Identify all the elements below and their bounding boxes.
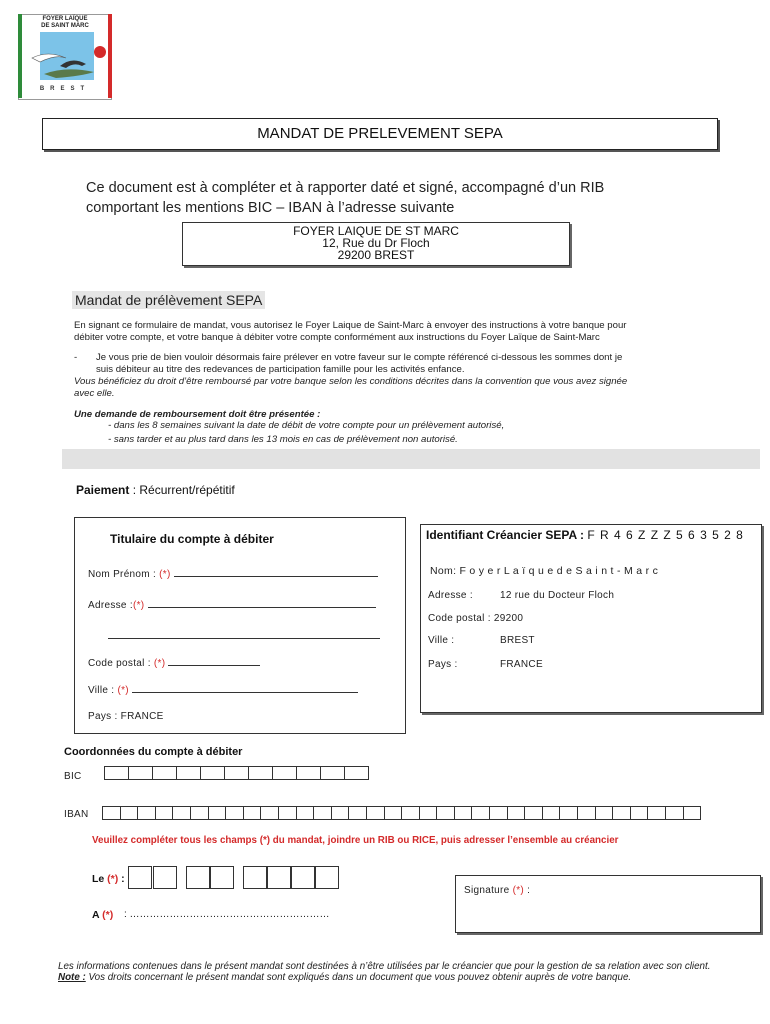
creditor-id-label: Identifiant Créancier SEPA : — [426, 528, 588, 542]
char-cell[interactable] — [296, 806, 315, 820]
char-cell[interactable] — [630, 806, 649, 820]
mandate-paragraph-line2: débiter votre compte, et votre banque à débiter votre compte conformément aux instructions du Foyer Laïque de Saint-Marc — [74, 331, 600, 343]
char-cell[interactable] — [152, 766, 177, 780]
holder-address-row — [88, 600, 376, 611]
holder-name-row — [88, 569, 378, 580]
footer-note-label: Note : — [58, 972, 86, 983]
payment-type-label: Paiement — [76, 483, 130, 497]
date-row-label — [92, 873, 125, 885]
holder-name-label: Nom Prénom : — [88, 569, 160, 580]
creditor-city-label: Ville : — [428, 635, 455, 646]
creditor-id-row — [426, 528, 744, 542]
refund-title: Une demande de remboursement doit être présentée : — [74, 409, 321, 420]
holder-country: Pays : FRANCE — [88, 711, 164, 722]
place-row-label — [92, 909, 113, 921]
creditor-country-value: FRANCE — [500, 659, 543, 670]
bic-label: BIC — [64, 771, 82, 782]
holder-postcode-row — [88, 658, 260, 669]
char-cell[interactable] — [320, 766, 345, 780]
section-title: Mandat de prélèvement SEPA — [72, 291, 265, 309]
footer-note-text: Vos droits concernant le présent mandat sont expliqués dans un document que vous pouvez obtenir auprès de votre banque. — [85, 972, 632, 983]
signature-label-row — [464, 885, 530, 896]
char-cell[interactable] — [190, 806, 209, 820]
char-cell[interactable] — [647, 806, 666, 820]
debit-paragraph-line1: Je vous prie de bien vouloir désormais faire prélever en votre faveur sur le compte référencé ci-dessous les sommes dont je — [96, 352, 623, 363]
signature-colon: : — [524, 885, 531, 896]
char-cell[interactable] — [612, 806, 631, 820]
footer-note — [58, 972, 758, 983]
account-holder-box — [74, 517, 406, 734]
creditor-name: Nom: F o y e r L a ï q u e d e S a i n t - M a r c — [430, 565, 659, 577]
date-year-digit-4[interactable] — [315, 866, 339, 889]
holder-city-field[interactable] — [132, 692, 358, 693]
holder-address-field[interactable] — [148, 607, 376, 608]
char-cell[interactable] — [260, 806, 279, 820]
char-cell[interactable] — [471, 806, 490, 820]
page-title: MANDAT DE PRELEVEMENT SEPA — [257, 125, 503, 142]
address-line3: 29200 BREST — [337, 248, 415, 262]
char-cell[interactable] — [278, 806, 297, 820]
payment-type — [76, 483, 235, 497]
logo-title-line1: FOYER LAÏQUE — [42, 16, 88, 22]
logo-green-stripe — [18, 14, 22, 98]
char-cell[interactable] — [683, 806, 702, 820]
refund-bullet-2: - sans tarder et au plus tard dans les 13 mois en cas de prélèvement non autorisé. — [108, 434, 458, 445]
date-day-digit-2[interactable] — [153, 866, 177, 889]
char-cell[interactable] — [208, 806, 227, 820]
char-cell[interactable] — [384, 806, 403, 820]
char-cell[interactable] — [224, 766, 249, 780]
date-month-digit-1[interactable] — [186, 866, 210, 889]
char-cell[interactable] — [559, 806, 578, 820]
holder-address-label: Adresse : — [88, 600, 133, 611]
mandate-paragraph — [74, 320, 692, 343]
logo-gull-icon — [26, 36, 110, 86]
char-cell[interactable] — [120, 806, 139, 820]
address-line1: FOYER LAIQUE DE ST MARC — [293, 224, 459, 238]
refund-bullet-1: - dans les 8 semaines suivant la date de débit de votre compte pour un prélèvement autorisé, — [108, 420, 505, 431]
char-cell[interactable] — [401, 806, 420, 820]
holder-city-row — [88, 685, 358, 696]
logo-title-line2: DE SAINT MARC — [41, 23, 89, 29]
date-day-digit-1[interactable] — [128, 866, 152, 889]
char-cell[interactable] — [524, 806, 543, 820]
creditor-postcode: Code postal : 29200 — [428, 613, 524, 624]
refund-right-line2: avec elle. — [74, 387, 115, 399]
char-cell[interactable] — [366, 806, 385, 820]
date-colon: : — [118, 873, 125, 885]
holder-address-field-2[interactable] — [108, 638, 380, 639]
intro-line1: Ce document est à compléter et à rapporter daté et signé, accompagné d’un RIB — [86, 180, 605, 196]
creditor-address-label: Adresse : — [428, 590, 473, 601]
required-marker: (*) — [117, 685, 129, 696]
debit-paragraph-line2: suis débiteur au titre des redevances de participation famille pour les activités enfance. — [96, 363, 465, 375]
char-cell[interactable] — [225, 806, 244, 820]
required-marker: (*) — [153, 658, 166, 669]
char-cell[interactable] — [243, 806, 262, 820]
char-cell[interactable] — [313, 806, 332, 820]
required-fields-notice: Veuillez compléter tous les champs (*) du mandat, joindre un RIB ou RICE, puis adresser l’ensemble au créancier — [92, 835, 619, 846]
char-cell[interactable] — [348, 806, 367, 820]
creditor-address-value: 12 rue du Docteur Floch — [500, 590, 615, 601]
payment-type-value: : Récurrent/répétitif — [129, 483, 235, 497]
logo-title — [26, 16, 104, 30]
address-line2: 12, Rue du Dr Floch — [322, 236, 430, 250]
date-month-digit-2[interactable] — [210, 866, 234, 889]
place-label: A — [92, 909, 103, 921]
required-marker: (*) — [132, 600, 145, 611]
char-cell[interactable] — [102, 806, 121, 820]
char-cell[interactable] — [137, 806, 156, 820]
logo-city: BREST — [39, 86, 91, 92]
iban-input[interactable] — [102, 806, 700, 820]
intro-text — [86, 178, 686, 218]
date-label: Le — [92, 873, 108, 885]
intro-line2: comportant les mentions BIC – IBAN à l’adresse suivante — [86, 200, 455, 216]
date-year-digit-2[interactable] — [267, 866, 291, 889]
signature-label: Signature — [464, 885, 513, 896]
char-cell[interactable] — [248, 766, 273, 780]
footer-privacy-text: Les informations contenues dans le présent mandat sont destinées à n’être utilisées par le créancier que pour la gestion de sa relation avec son client. — [58, 961, 711, 972]
char-cell[interactable] — [344, 766, 369, 780]
list-dash: - — [74, 352, 78, 363]
holder-postcode-field[interactable] — [168, 665, 260, 666]
char-cell[interactable] — [200, 766, 225, 780]
mandate-paragraph-line1: En signant ce formulaire de mandat, vous autorisez le Foyer Laique de Saint-Marc à envoyer des instructions à votre banque pour — [74, 320, 627, 331]
date-year-digit-3[interactable] — [291, 866, 315, 889]
creditor-country-label: Pays : — [428, 659, 458, 670]
separator-band — [62, 449, 760, 469]
holder-name-field[interactable] — [174, 576, 378, 577]
creditor-city-value: BREST — [500, 635, 535, 646]
char-cell[interactable] — [595, 806, 614, 820]
creditor-id-value: F R 4 6 Z Z Z 5 6 3 5 2 8 — [587, 528, 744, 542]
holder-city-label: Ville : — [88, 685, 118, 696]
iban-label: IBAN — [64, 809, 89, 820]
char-cell[interactable] — [296, 766, 321, 780]
date-year-digit-1[interactable] — [243, 866, 267, 889]
required-marker: (*) — [107, 873, 119, 885]
char-cell[interactable] — [176, 766, 201, 780]
bic-input[interactable] — [104, 766, 368, 780]
char-cell[interactable] — [331, 806, 350, 820]
char-cell[interactable] — [542, 806, 561, 820]
bank-details-title: Coordonnées du compte à débiter — [64, 746, 243, 758]
place-field[interactable]: : …………………………………………………… — [124, 909, 330, 920]
char-cell[interactable] — [419, 806, 438, 820]
char-cell[interactable] — [577, 806, 596, 820]
debit-paragraph — [96, 352, 696, 375]
char-cell[interactable] — [104, 766, 129, 780]
logo — [18, 14, 112, 100]
required-marker: (*) — [102, 909, 114, 921]
signature-box[interactable] — [455, 875, 761, 933]
required-marker: (*) — [512, 885, 525, 896]
char-cell[interactable] — [128, 766, 153, 780]
char-cell[interactable] — [172, 806, 191, 820]
required-marker: (*) — [159, 569, 171, 580]
account-holder-title: Titulaire du compte à débiter — [110, 532, 274, 546]
char-cell[interactable] — [454, 806, 473, 820]
holder-postcode-label: Code postal : — [88, 658, 154, 669]
refund-right-line1: Vous bénéficiez du droit d’être remboursé par votre banque selon les conditions décrites dans la convention que vous avez signée — [74, 376, 628, 387]
char-cell[interactable] — [155, 806, 174, 820]
char-cell[interactable] — [436, 806, 455, 820]
char-cell[interactable] — [489, 806, 508, 820]
char-cell[interactable] — [272, 766, 297, 780]
refund-right-paragraph — [74, 376, 694, 399]
char-cell[interactable] — [665, 806, 684, 820]
char-cell[interactable] — [507, 806, 526, 820]
